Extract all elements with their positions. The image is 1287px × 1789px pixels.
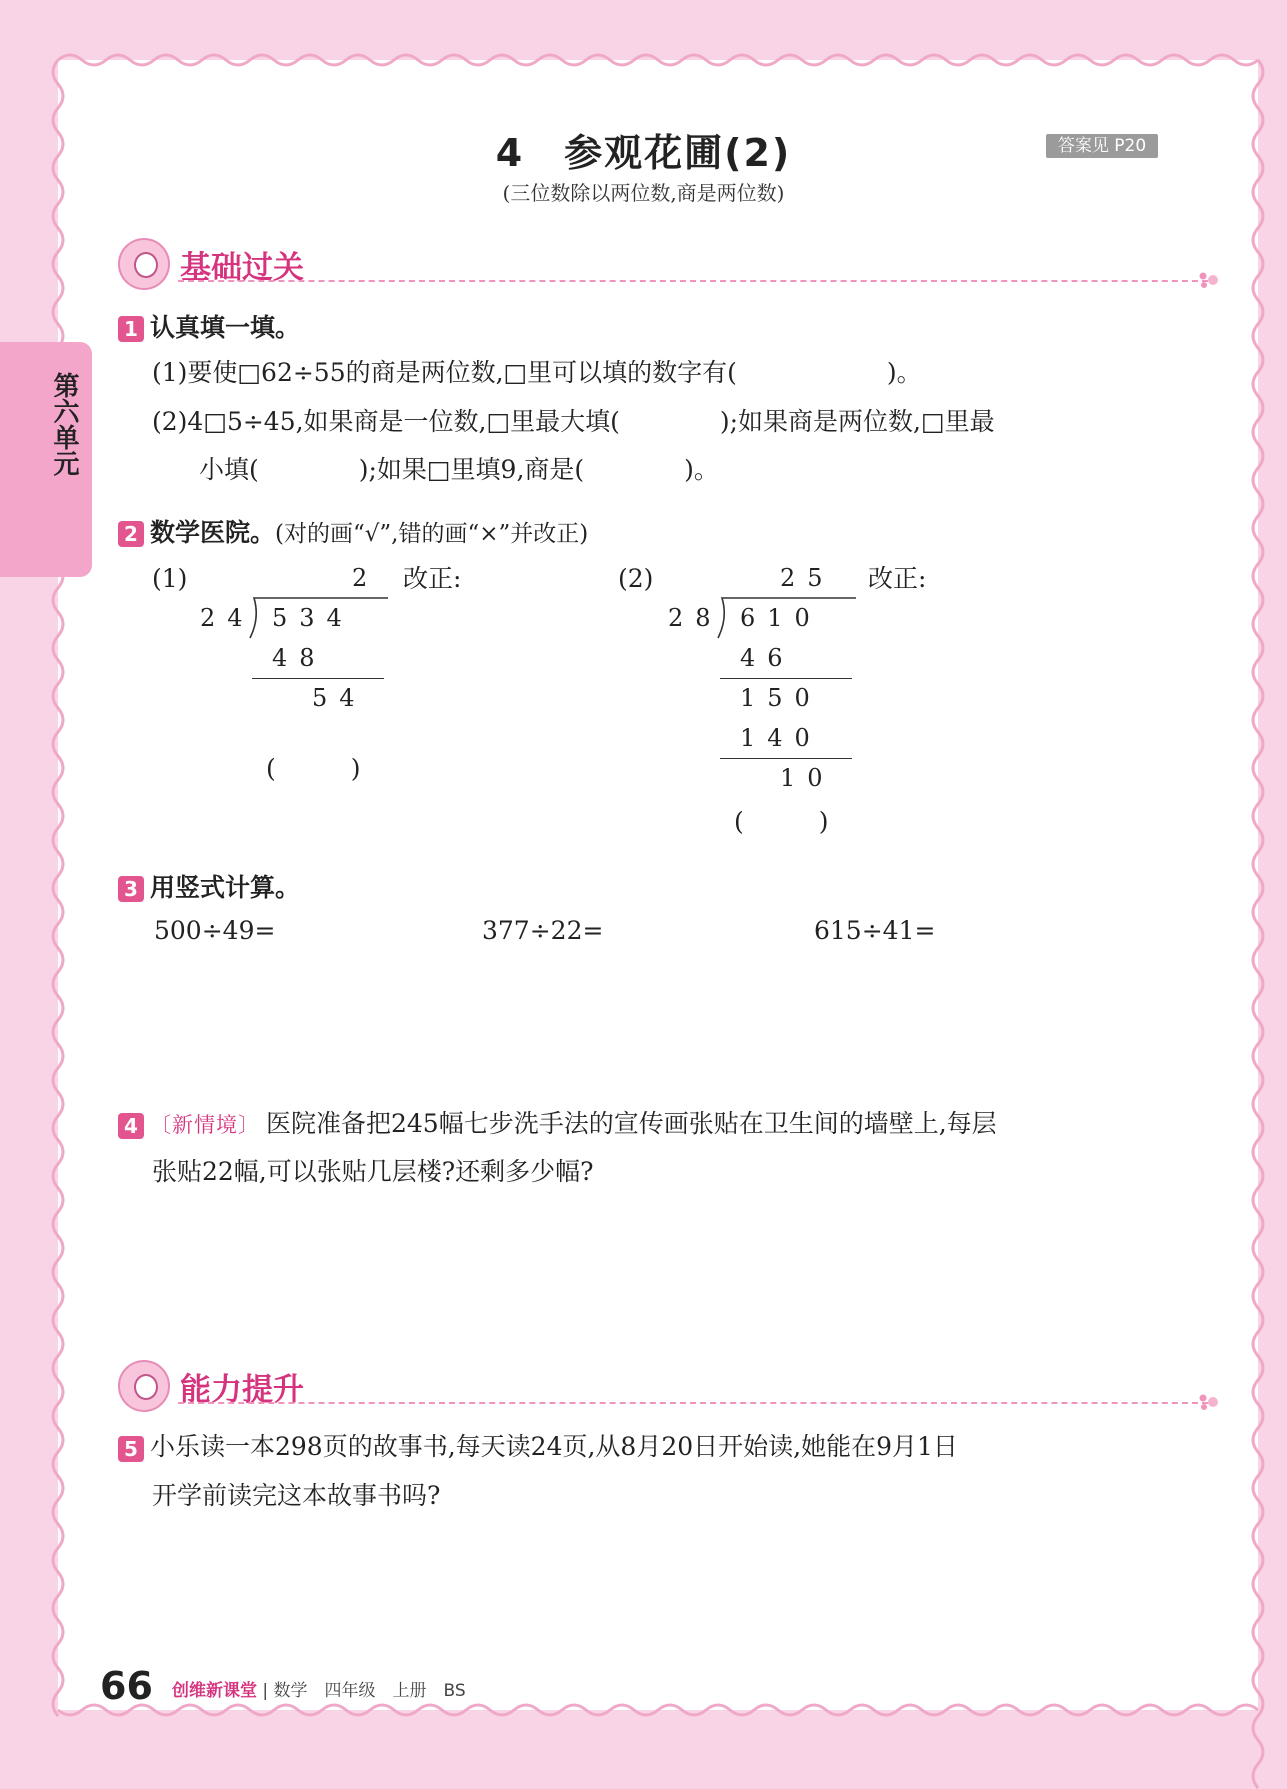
mascot-icon xyxy=(118,238,170,290)
question-1-part-2: (2)4□5÷45,如果商是一位数,□里最大填( );如果商是两位数,□里最 xyxy=(152,407,995,436)
section-header-basic xyxy=(118,238,1168,288)
division-1-label: (1) xyxy=(152,564,188,593)
page-number: 66 xyxy=(100,1664,153,1708)
question-number-badge: 1 xyxy=(118,316,144,342)
question-4-line-2: 张贴22幅,可以张贴几层楼?还剩多少幅? xyxy=(152,1157,594,1186)
division-2-divisor: 28 xyxy=(668,604,723,632)
section-divider xyxy=(178,1402,1208,1404)
unit-tab-label: 第六单元 xyxy=(49,372,79,476)
division-2-correction-label: 改正: xyxy=(868,564,927,593)
question-number-badge: 4 xyxy=(118,1113,144,1139)
question-5-line-1 xyxy=(118,1430,958,1464)
division-1-rule xyxy=(252,678,384,679)
footer-brand: 创维新课堂 xyxy=(172,1681,257,1701)
question-3-title: 用竖式计算。 xyxy=(150,873,301,902)
division-1-dividend: 534 xyxy=(272,604,354,632)
question-4-text: 医院准备把245幅七步洗手法的宣传画张贴在卫生间的墙壁上,每层 xyxy=(266,1109,997,1138)
mascot-icon xyxy=(118,1360,170,1412)
division-2-quotient: 25 xyxy=(780,564,835,592)
unit-tab xyxy=(0,342,92,577)
question-1-part-2-cont: 小填( );如果□里填9,商是( )。 xyxy=(199,455,719,484)
calc-expression-3: 615÷41= xyxy=(814,916,936,945)
section-title-basic: 基础过关 xyxy=(180,250,304,286)
division-1-divisor: 24 xyxy=(200,604,255,632)
division-1-quotient: 2 xyxy=(352,564,380,592)
answer-reference-badge: 答案见 P20 xyxy=(1046,134,1158,158)
question-number-badge: 3 xyxy=(118,876,144,902)
division-1-correction-label: 改正: xyxy=(403,564,462,593)
page-subtitle: (三位数除以两位数,商是两位数) xyxy=(502,181,785,205)
page-title: 4 参观花圃(2) xyxy=(495,131,792,175)
dots-icon xyxy=(1198,1392,1228,1412)
division-1-remainder: 54 xyxy=(312,684,367,712)
division-1-answer-blank[interactable]: ( ) xyxy=(266,754,361,783)
dots-icon xyxy=(1198,270,1228,290)
question-4-line-1 xyxy=(118,1107,997,1142)
division-2-step-3: 140 xyxy=(740,724,822,752)
question-1-header xyxy=(118,308,300,344)
question-2-note: (对的画“√”,错的画“×”并改正) xyxy=(275,521,589,547)
division-2-step-2: 150 xyxy=(740,684,822,712)
calc-expression-1: 500÷49= xyxy=(154,916,276,945)
calc-expression-2: 377÷22= xyxy=(482,916,604,945)
division-2-answer-blank[interactable]: ( ) xyxy=(734,807,829,836)
question-1-part-1: (1)要使□62÷55的商是两位数,□里可以填的数字有( )。 xyxy=(152,358,922,387)
question-1-title: 认真填一填。 xyxy=(150,313,301,342)
question-5-line-2: 开学前读完这本故事书吗? xyxy=(152,1481,441,1510)
question-number-badge: 5 xyxy=(118,1436,144,1462)
division-2-rule-2 xyxy=(720,758,852,759)
question-5-text: 小乐读一本298页的故事书,每天读24页,从8月20日开始读,她能在9月1日 xyxy=(150,1432,958,1461)
new-context-tag: 〔新情境〕 xyxy=(150,1113,260,1137)
division-1-step: 48 xyxy=(272,644,327,672)
division-2-step-1: 46 xyxy=(740,644,795,672)
question-2-title: 数学医院。 xyxy=(150,518,276,547)
section-header-advanced xyxy=(118,1360,1168,1410)
section-title-advanced: 能力提升 xyxy=(180,1372,304,1408)
question-2-header xyxy=(118,513,588,549)
division-2-label: (2) xyxy=(618,564,654,593)
footer-book-info: | 数学 四年级 上册 BS xyxy=(262,1681,466,1701)
section-divider xyxy=(178,280,1208,282)
division-2-dividend: 610 xyxy=(740,604,822,632)
division-2-rule-1 xyxy=(720,678,852,679)
question-number-badge: 2 xyxy=(118,521,144,547)
footer-info xyxy=(172,1676,466,1701)
question-3-header xyxy=(118,868,300,904)
division-2-remainder: 10 xyxy=(780,764,835,792)
